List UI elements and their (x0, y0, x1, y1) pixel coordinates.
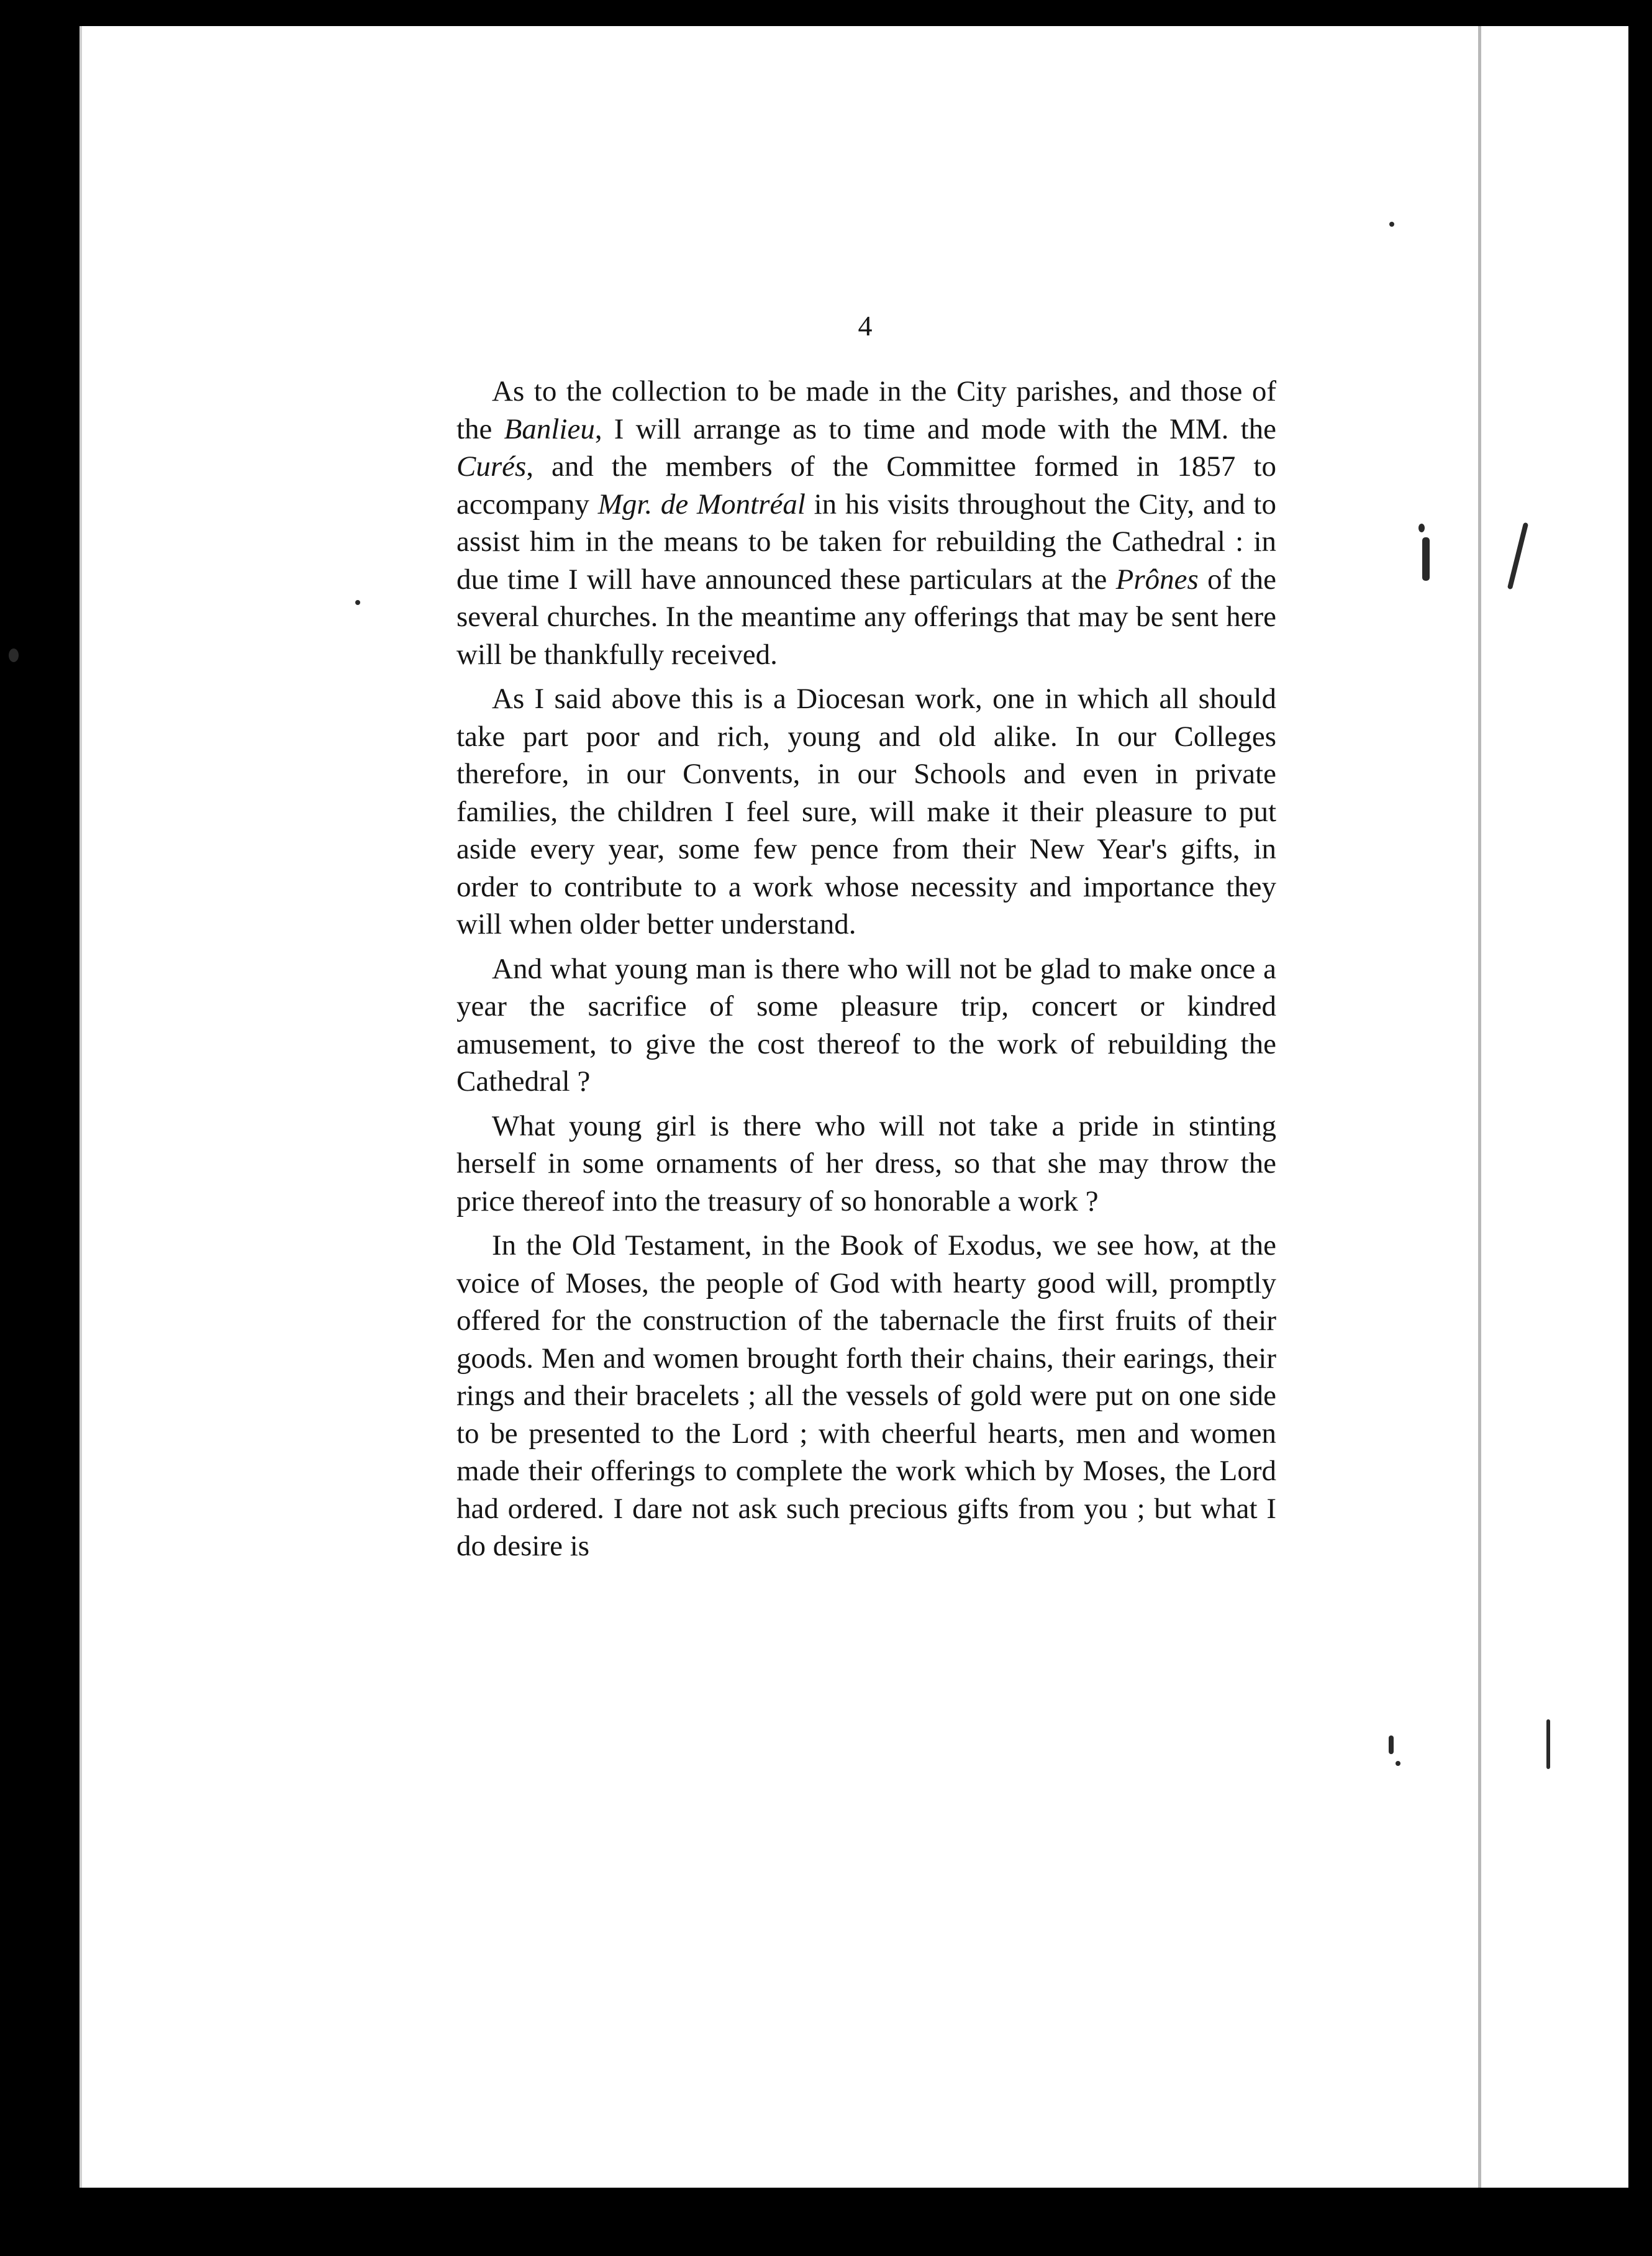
italic-text: Mgr. de Montréal (597, 488, 806, 521)
page-number: 4 (858, 310, 873, 342)
scan-speck (9, 648, 19, 662)
text-run: , I will arrange as to time and mode with the MM. the (594, 412, 1277, 445)
page-gutter-line (1478, 26, 1481, 2188)
body-text (456, 373, 1276, 1572)
text-run: And what young man is there who will not be glad to make once a year the sacrifice of some pleasure trip, concert or kindred amusement, to give the cost thereof to the work of rebuilding the Cathedral ? (456, 952, 1276, 1098)
text-run: , and the members of the Committee formed in 1857 to accompany (456, 450, 1276, 521)
scan-speck (1546, 1719, 1550, 1769)
text-run: in his visits throughout the City, and to assist him in the means to be taken for rebuilding the Cathedral : in due time I will have announced these particulars at the (456, 488, 1276, 596)
scan-speck (1389, 222, 1394, 227)
scan-speck (1418, 524, 1425, 532)
italic-text: Curés (456, 450, 527, 483)
paragraph-diocesan-work (456, 680, 1276, 944)
paragraph-young-girl (456, 1108, 1276, 1221)
scan-speck (1396, 1761, 1400, 1766)
text-run: As I said above this is a Diocesan work, one in which all should take part poor and rich, young and old alike. In our Colleges therefore, in our Convents, in our Schools and even in private families, the children I feel sure, will make it their pleasure to put aside every year, some few pence from their New Year's gifts, in order to contribute to a work whose necessity and importance they will when older better understand. (456, 683, 1276, 940)
text-run: What young girl is there who will not take a pride in stinting herself in some ornaments of her dress, so that she may throw the price thereof into the treasury of so honorable a work ? (456, 1109, 1276, 1217)
paragraph-old-testament (456, 1227, 1276, 1565)
scan-speck (355, 600, 360, 605)
scan-speck (1389, 1735, 1394, 1754)
paragraph-young-man (456, 950, 1276, 1101)
text-run: of the several churches. In the meantime any offerings that may be sent here will be thankfully received. (456, 563, 1276, 671)
text-run: As to the collection to be made in the City parishes, and those of the (456, 375, 1276, 445)
italic-text: Prônes (1115, 563, 1199, 596)
scan-speck (1422, 537, 1430, 581)
text-run: In the Old Testament, in the Book of Exodus, we see how, at the voice of Moses, the people of God with hearty good will, promptly offered for the construction of the tabernacle the first fruits of their goods. Men and women brought forth their chains, their earings, their rings and their bracelets ; all the vessels of gold were put on one side to be presented to the Lord ; with cheerful hearts, men and women made their offerings to complete the work which by Moses, the Lord had ordered. I dare not ask such precious gifts from you ; but what I do desire is (456, 1229, 1276, 1562)
paragraph-collection (456, 373, 1276, 673)
italic-text: Banlieu (504, 412, 595, 445)
